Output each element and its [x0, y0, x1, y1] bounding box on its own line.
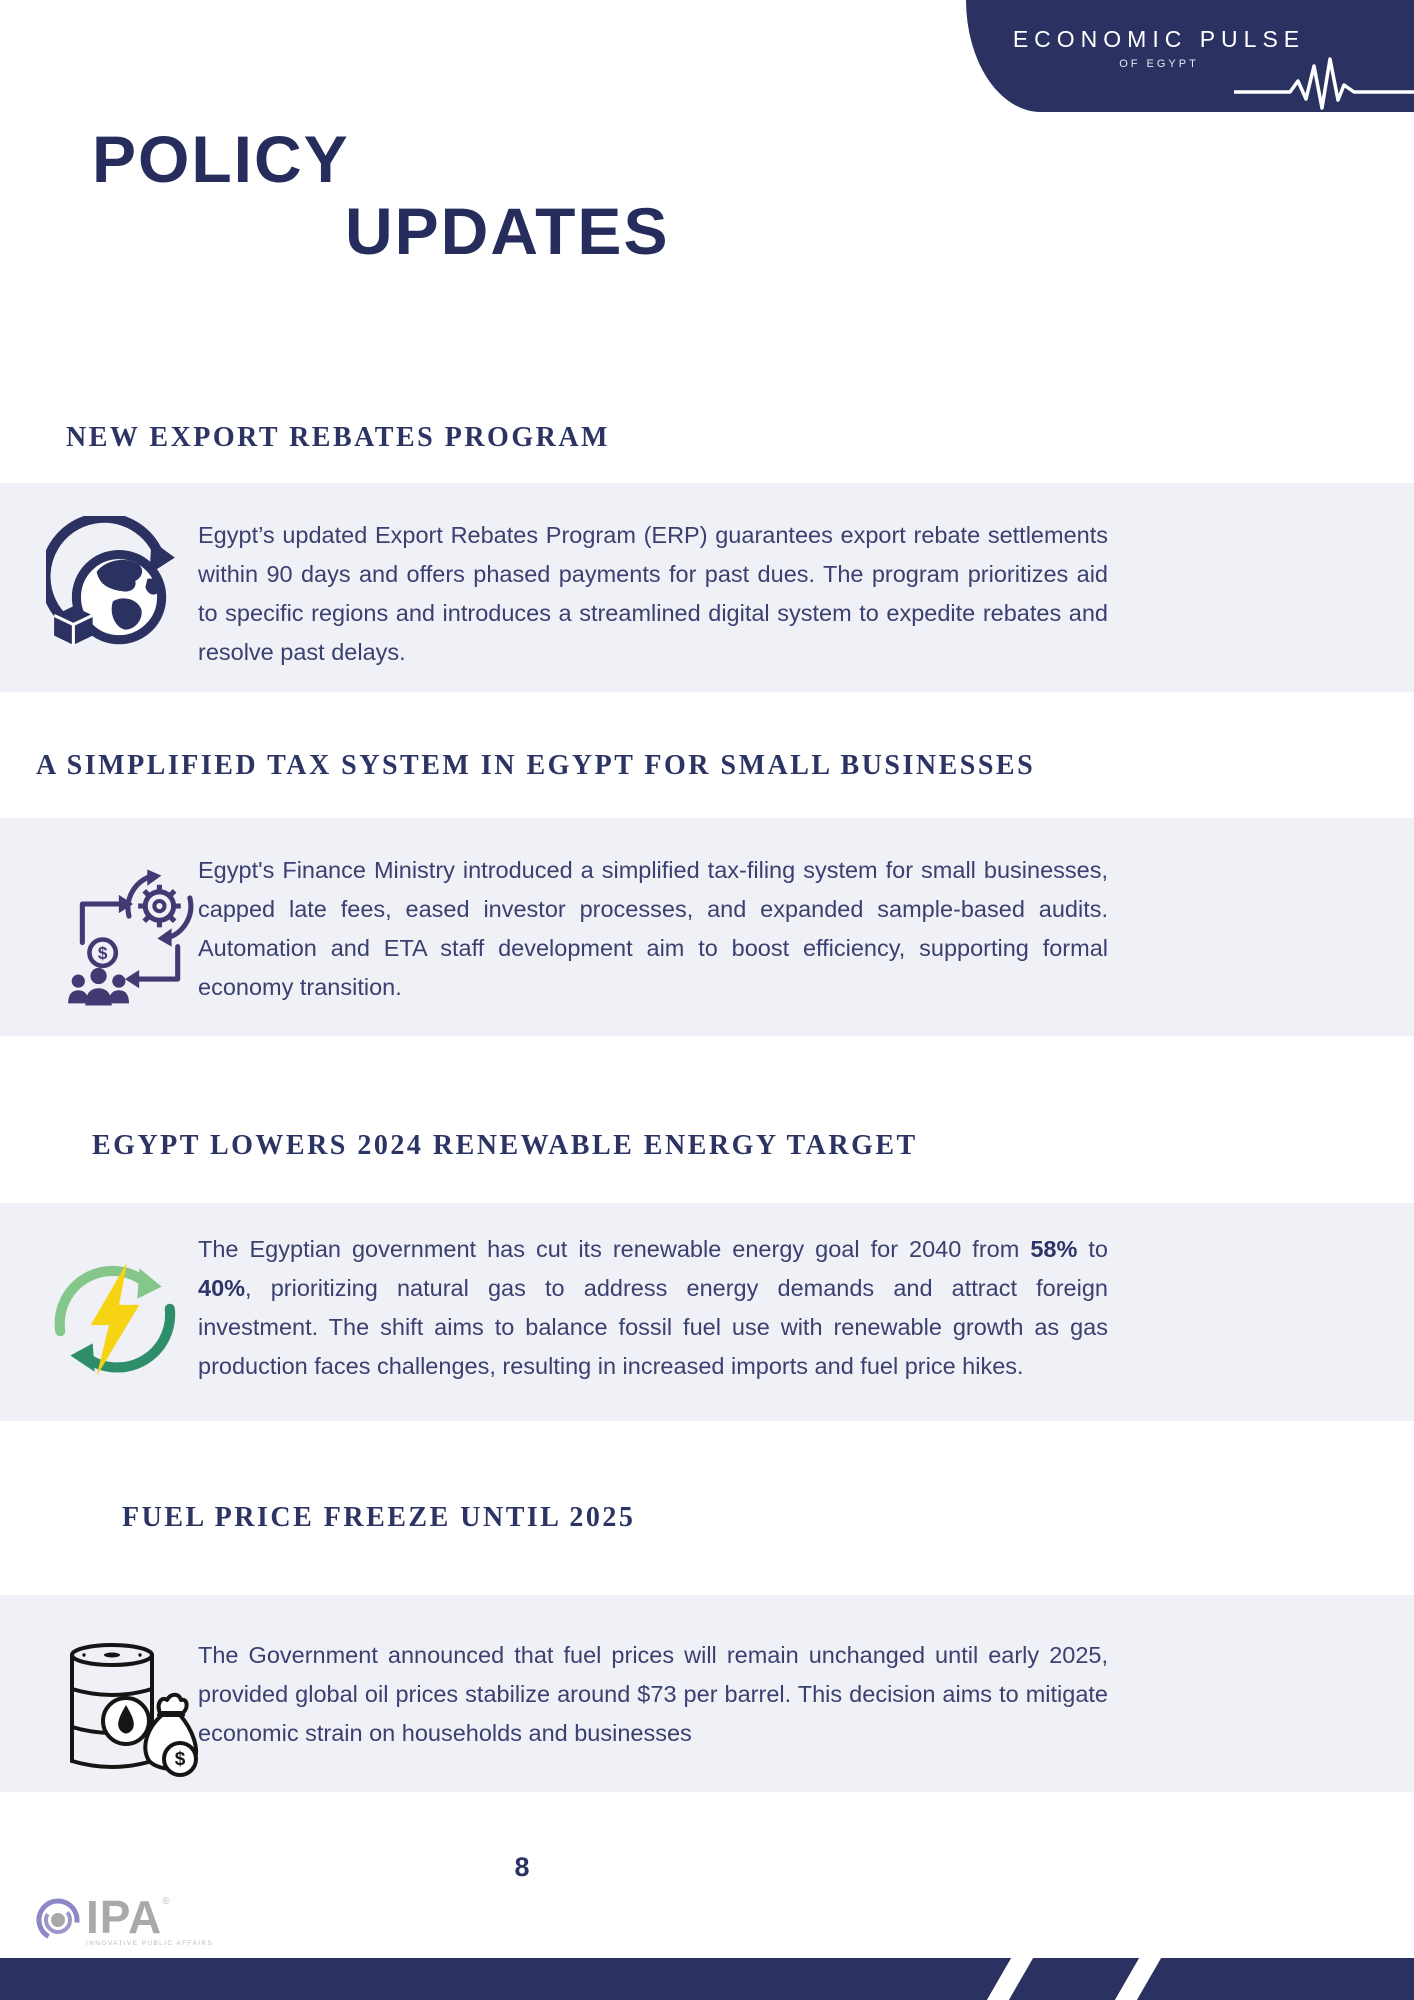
page-title-line1: POLICY	[92, 122, 350, 196]
section-heading-renewable-target: EGYPT LOWERS 2024 RENEWABLE ENERGY TARGET	[92, 1130, 918, 1161]
section-heading-export-rebates: NEW EXPORT REBATES PROGRAM	[66, 422, 610, 453]
bold-stat-58: 58%	[1030, 1236, 1078, 1262]
globe-export-icon	[46, 516, 188, 658]
oil-barrel-money-icon	[52, 1634, 202, 1786]
svg-text:$: $	[97, 942, 108, 963]
page-number: 8	[514, 1852, 530, 1882]
brand-title: ECONOMIC PULSE	[1012, 26, 1306, 52]
footer-slash-divider	[1113, 1958, 1164, 2000]
pulse-line-icon	[1234, 54, 1414, 112]
brand-subtitle: OF EGYPT	[1119, 58, 1199, 70]
footer-bar	[0, 1958, 1414, 2000]
registered-mark: ®	[162, 1896, 170, 1907]
body-text: to	[1077, 1236, 1108, 1262]
section-body-renewable-target	[198, 1230, 1108, 1386]
section-body-export-rebates: Egypt’s updated Export Rebates Program (ERP) guarantees export rebate settlements within 90 days and offers phased payments for past dues. The program prioritizes aid to specific regions and introduces a streamlined digital system to expedite rebates and resolve past delays.	[198, 522, 1108, 665]
section-body-fuel-freeze: The Government announced that fuel prices will remain unchanged until early 2025, provided global oil prices stabilize around $73 per barrel. This decision aims to mitigate economic strain on households and businesses	[198, 1642, 1108, 1746]
renewable-energy-icon	[44, 1243, 186, 1391]
ipa-circles-icon	[34, 1896, 82, 1944]
section-heading-simplified-tax: A SIMPLIFIED TAX SYSTEM IN EGYPT FOR SMALL BUSINESSES	[36, 750, 1036, 781]
section-heading-fuel-freeze: FUEL PRICE FREEZE UNTIL 2025	[122, 1502, 636, 1533]
brand-badge	[966, 0, 1414, 112]
section-body-simplified-tax: Egypt's Finance Ministry introduced a simplified tax-filing system for small businesses, capped late fees, eased investor processes, and expanded sample-based audits. Automation and ETA staff development aim to boost efficiency, supporting formal economy transition.	[198, 857, 1108, 1000]
footer-slash-divider	[985, 1958, 1036, 2000]
tax-cycle-icon	[58, 866, 200, 1011]
svg-text:$: $	[174, 1749, 186, 1770]
ipa-logo-tagline: INNOVATIVE PUBLIC AFFAIRS	[86, 1940, 214, 1948]
page-title-line2: UPDATES	[345, 194, 670, 268]
body-text: The Egyptian government has cut its renewable energy goal for 2040 from	[198, 1236, 1031, 1262]
bold-stat-40: 40%	[198, 1275, 246, 1301]
body-text: , prioritizing natural gas to address energy demands and attract foreign investment. The shift aims to balance fossil fuel use with renewable growth as gas production faces challenges, resulting in increased imports and fuel price hikes.	[198, 1275, 1108, 1379]
ipa-logo	[34, 1891, 214, 1948]
ipa-logo-text: IPA	[86, 1891, 163, 1943]
